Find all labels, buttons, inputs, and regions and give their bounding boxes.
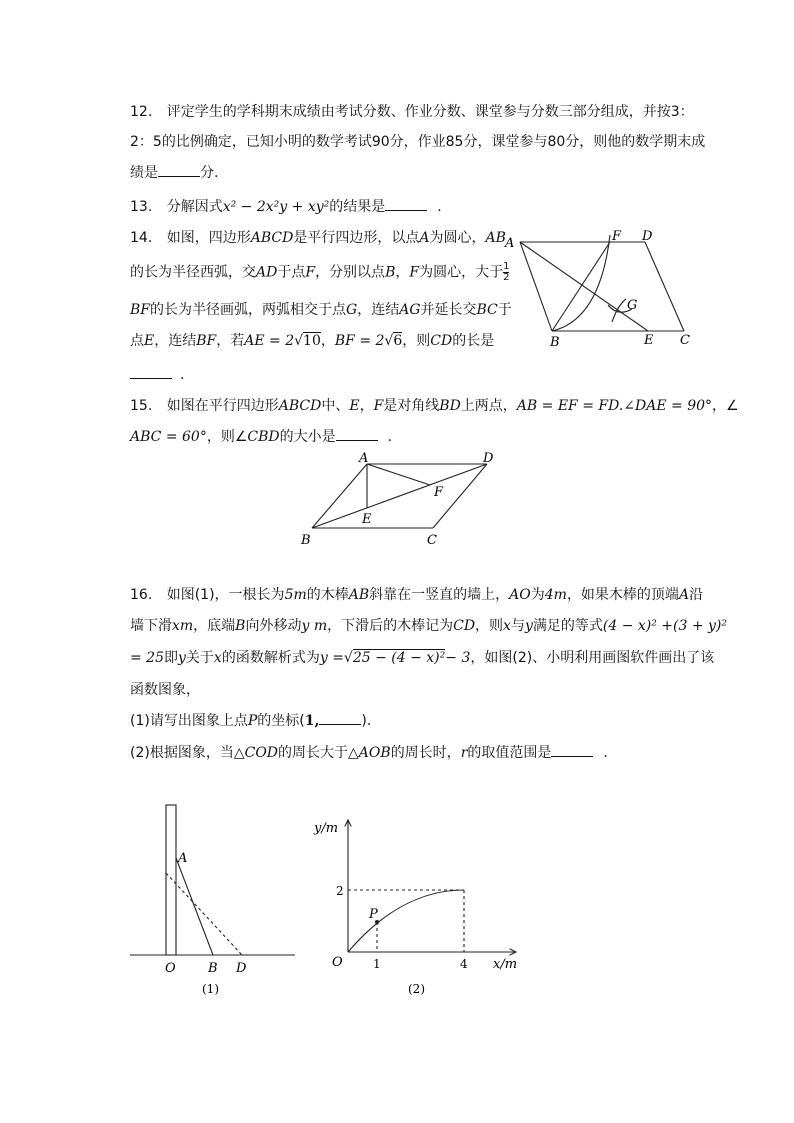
q16-var: A (678, 587, 690, 603)
q16-text: 向外移动 (245, 618, 302, 634)
q16-var: CD (453, 618, 476, 634)
q16-function: − 3 (445, 650, 471, 666)
q16-text: 即 (164, 650, 178, 666)
q13-answer-blank[interactable] (385, 196, 427, 211)
q14-text: 为圆心， (429, 230, 486, 246)
q14-var: BF = 2 (334, 333, 385, 349)
q13-expression: x² − 2x²y + xy² (222, 199, 330, 215)
q14-radicand: 10 (303, 333, 321, 349)
q16-text: 如图(1)，一根长为 (166, 587, 285, 603)
q14-text: 于点 (277, 264, 306, 281)
q12-answer-blank[interactable] (158, 162, 200, 177)
q14-text: 并延长交 (420, 302, 477, 318)
q14-text: 的长为半径西弧，交 (130, 264, 256, 281)
q16-text: ，则 (475, 618, 504, 634)
q16-text: 墙下滑 (130, 618, 172, 634)
q15-number: 15. (130, 398, 153, 414)
q15-text: ，∠ (712, 398, 739, 414)
q14-label-F: F (612, 229, 622, 244)
q12-line2 (130, 132, 705, 152)
q16-text: 沿 (689, 587, 704, 603)
q16-answer-blank-2[interactable] (551, 742, 593, 757)
q14-seg-AB (520, 242, 552, 331)
q14-line1 (130, 228, 506, 248)
q12-text-1: 评定学生的学科期末成绩由考试分数、作业分数、课堂参与分数三部分组成，并按3： (166, 104, 694, 120)
q14-var: F (409, 264, 420, 281)
q16-var: AO (509, 587, 531, 603)
q14-text: 点 (130, 333, 144, 349)
q15-answer-blank[interactable] (336, 426, 378, 441)
q15-label-B: B (301, 533, 311, 548)
q16-end: . (603, 745, 608, 761)
q14-var: G (346, 302, 358, 318)
q16-curve (348, 890, 464, 952)
q15-condition: AB = EF = FD.∠DAE = 90° (516, 398, 713, 414)
q12-line3 (130, 162, 218, 183)
q12-text-3b: 分. (200, 165, 219, 181)
q14-var: ABCD (250, 230, 294, 246)
q15-var: E (349, 398, 360, 414)
q14-var: E (144, 333, 155, 349)
q14-answer-blank[interactable] (130, 364, 172, 379)
q16-number: 16. (130, 587, 153, 603)
q16-var: x (503, 618, 511, 634)
q16-fig1-label-A: A (178, 851, 188, 866)
q14-label-A: A (505, 236, 515, 251)
q16-equation: (4 − x)² +(3 + y)² (602, 618, 728, 634)
q16-text: 满足的等式 (532, 618, 603, 634)
q14-var: A (419, 230, 430, 246)
q16-text: ，如图(2)、小明利用画图软件画出了该 (470, 650, 715, 666)
q16-text: (2)根据图象，当 (130, 745, 234, 761)
q14-text: ，则 (402, 333, 431, 349)
q16-var: y (524, 618, 533, 634)
q15-text: 是对角线 (383, 398, 440, 414)
q15-condition: ABC = 60° (130, 429, 207, 445)
q16-sub1 (130, 710, 371, 731)
q14-var: B (385, 264, 396, 281)
q16-var: y (178, 650, 186, 666)
q16-sub2 (130, 742, 608, 763)
q14-radicand: 6 (393, 333, 403, 349)
q14-var: AD (256, 264, 278, 281)
q14-text: ， (320, 333, 335, 349)
q15-text: 如图在平行四边形 (166, 398, 279, 414)
q12-number: 12. (130, 104, 153, 120)
q16-fig1-label-D: D (236, 961, 247, 976)
q15-label-A: A (359, 451, 369, 466)
q14-var: AG (399, 302, 421, 318)
q16-var: x (213, 650, 222, 666)
q16-text: 的木棒 (306, 587, 349, 603)
q14-label-E: E (644, 333, 654, 348)
q15-label-E: E (362, 512, 372, 527)
q14-text: ，连结 (154, 333, 197, 349)
q14-frac-bottom: 2 (503, 272, 510, 283)
q14-text: 于 (497, 302, 512, 318)
q15-figure (296, 450, 506, 550)
q16-text: 为 (530, 587, 545, 603)
q13-text-b: 的结果是 (329, 199, 386, 215)
q13-end: . (437, 199, 442, 215)
q14-line2 (130, 262, 509, 283)
q16-var: y m (301, 618, 328, 634)
q15-text: 的大小是 (279, 429, 336, 445)
q15-var: BD (439, 398, 461, 414)
q14-label-B: B (550, 335, 560, 350)
q16-text: ，如果木棒的顶端 (566, 587, 679, 603)
q16-line3: = 25即y关于x的函数解析式为y =√25 − (4 − x)²− 3，如图(2)、小明利用画图软件画出了该 (130, 650, 715, 666)
q12-text-2: 2：5的比例确定，已知小明的数学考试90分，作业85分，课堂参与80分，则他的数学期末成 (130, 134, 706, 150)
q16-line4 (130, 680, 200, 700)
q14-arc (552, 235, 610, 331)
q16-text: 函数图象， (130, 682, 200, 698)
q16-text: 的函数解析式为 (221, 650, 320, 666)
q14-text: 的长是 (452, 333, 495, 349)
q16-function: y = (319, 650, 344, 666)
q16-var: AB (348, 587, 370, 603)
q16-var: B (235, 618, 246, 634)
q16-text: 关于 (185, 650, 214, 666)
q16-fig2-tick-4: 4 (460, 957, 468, 971)
q16-text: 的周长时， (390, 745, 461, 761)
q12-line1 (130, 102, 694, 122)
q16-text: ，下滑后的木棒记为 (327, 618, 454, 634)
q15-text: ， (359, 398, 374, 414)
q14-text: 的长为半径画弧，两弧相交于点 (150, 302, 347, 318)
q14-var: CD (430, 333, 453, 349)
q16-figure-1 (125, 800, 305, 1000)
q14-frac-top: 1 (503, 261, 510, 272)
q16-fig2-xlabel: x/m (493, 957, 518, 972)
q14-line4: 点E，连结BF，若AE = 2√10，BF = 2√6，则CD的长是 (130, 333, 495, 349)
q16-var: r (460, 745, 468, 761)
q16-fig2-label-O: O (332, 955, 343, 970)
q16-equation: = 25 (130, 650, 164, 666)
q16-var: 4m (544, 587, 567, 603)
q14-text: 为圆心，大于 (419, 264, 504, 281)
q15-line2 (130, 426, 392, 447)
q15-var: F (373, 398, 384, 414)
q16-wall (166, 805, 176, 955)
q14-var: AE = 2 (244, 333, 295, 349)
q14-label-C: C (680, 333, 690, 348)
q16-stick-CD (166, 873, 242, 955)
q16-fig2-caption: (2) (408, 982, 425, 996)
q14-seg-BF (552, 242, 610, 331)
q15-label-F: F (434, 485, 444, 500)
q14-seg-AE (520, 242, 648, 331)
q16-stick-AB (176, 858, 213, 955)
q12-text-3a: 绩是 (130, 165, 158, 181)
q14-text: 是平行四边形，以点 (293, 230, 420, 246)
q16-text: ). (361, 713, 372, 729)
q14-text: 如图，四边形 (166, 230, 251, 246)
q15-seg-BD (312, 464, 487, 528)
q13-line (130, 196, 442, 217)
q16-var: P (247, 713, 258, 729)
q16-text: ，底端 (193, 618, 236, 634)
q14-figure (497, 225, 700, 350)
q15-seg-AF (367, 464, 430, 485)
q16-answer-blank-1[interactable] (319, 710, 361, 725)
q13-number: 13. (130, 199, 153, 215)
q13-text-a: 分解因式 (166, 199, 223, 215)
q16-text: 斜靠在一竖直的墙上， (369, 587, 510, 603)
q14-number: 14. (130, 230, 153, 246)
q14-var: BF (130, 302, 151, 318)
q16-var: 5m (284, 587, 307, 603)
q16-text: 的取值范围是 (467, 745, 552, 761)
q15-var: ABCD (278, 398, 322, 414)
q15-var: CBD (247, 429, 280, 445)
q14-text: ，连结 (357, 302, 400, 318)
q14-seg-DC (645, 242, 684, 331)
q16-var: △COD (233, 745, 279, 761)
q16-fig2-tick-2: 2 (336, 884, 344, 898)
q14-end: . (180, 367, 185, 383)
q15-end: . (387, 429, 393, 445)
q16-coord: 1, (304, 713, 320, 729)
q16-text: (1)请写出图象上点 (130, 713, 248, 729)
q16-fig2-ylabel: y/m (314, 821, 339, 836)
q14-var: F (305, 264, 316, 281)
q15-text: ，则∠ (206, 429, 248, 445)
q14-label-G: G (627, 298, 638, 313)
q16-line2 (130, 616, 727, 636)
q16-fig1-label-O: O (165, 961, 176, 976)
q14-var: AB (485, 230, 506, 246)
q16-figure-2 (310, 810, 530, 1000)
q15-label-C: C (427, 533, 437, 548)
q16-text: 的坐标( (257, 713, 305, 729)
q16-fig1-label-B: B (208, 961, 218, 976)
q16-fig2-tick-1: 1 (373, 957, 381, 971)
q16-var: △AOB (348, 745, 391, 761)
q14-label-D: D (642, 229, 653, 244)
q14-text: ，若 (216, 333, 245, 349)
q16-fig1-caption: (1) (202, 982, 219, 996)
q16-fig2-label-P: P (369, 907, 378, 922)
q14-text: ， (395, 264, 410, 281)
q15-text: 中、 (321, 398, 350, 414)
q15-text: 上两点， (460, 398, 517, 414)
q16-var: xm (172, 618, 194, 634)
q14-var: BC (476, 302, 498, 318)
q16-text: 与 (510, 618, 525, 634)
q14-line3 (130, 300, 512, 320)
q16-line1 (130, 585, 703, 605)
q15-line1 (130, 396, 739, 416)
q16-function-radicand: 25 − (4 − x)² (352, 650, 446, 666)
q14-var: BF (196, 333, 217, 349)
q14-line5 (130, 364, 184, 385)
q15-label-D: D (483, 451, 494, 466)
q14-text: ，分别以点 (315, 264, 386, 281)
q16-text: 的周长大于 (278, 745, 349, 761)
